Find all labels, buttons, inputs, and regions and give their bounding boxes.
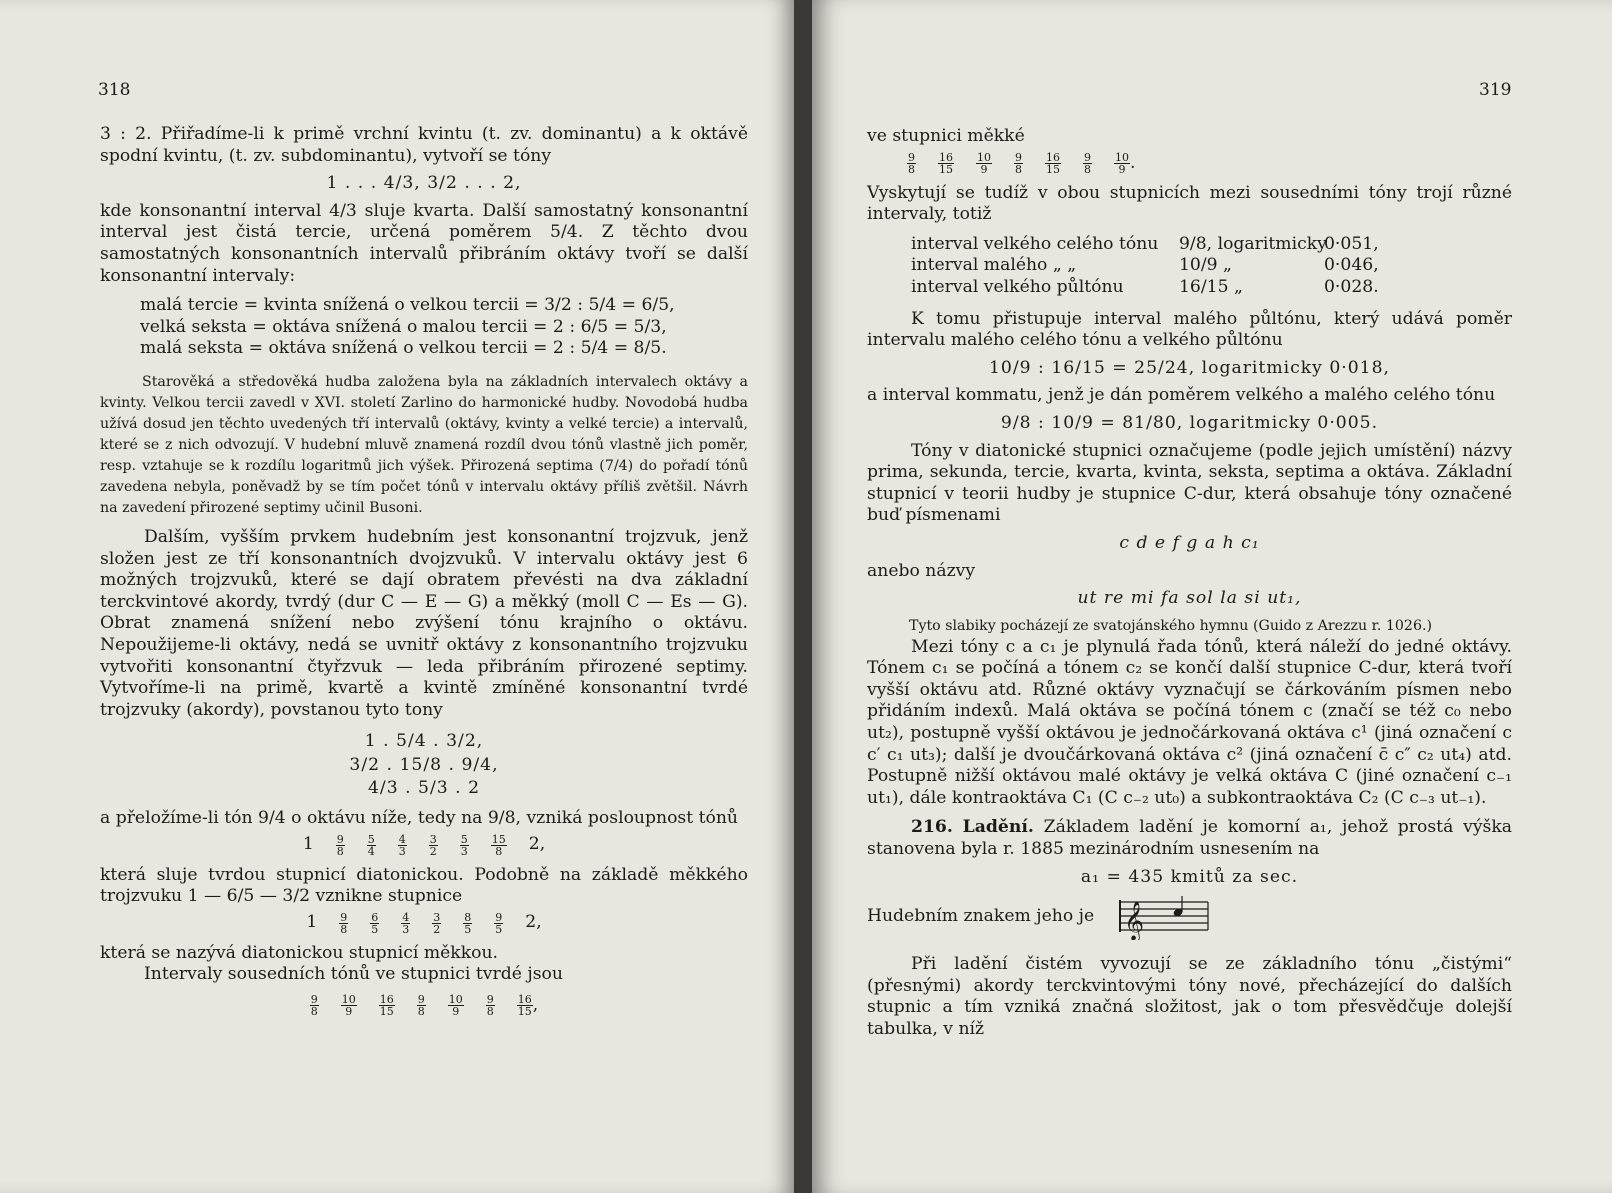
ratio-item <box>370 912 379 935</box>
denominator: 15 <box>517 1005 532 1019</box>
left-page <box>0 0 794 1193</box>
ratio-item <box>303 834 314 857</box>
chord-tones: 3/2 . 15/8 . 9/4, <box>349 754 499 775</box>
numerator: 10 <box>341 993 356 1007</box>
numerator: 9 <box>310 993 318 1007</box>
numerator: 9 <box>495 910 503 924</box>
ratio-item <box>336 834 345 857</box>
denominator: 8 <box>1084 162 1091 176</box>
fraction <box>429 834 438 857</box>
denominator: 4 <box>367 844 375 858</box>
fraction <box>976 152 992 175</box>
fraction <box>448 994 464 1017</box>
page-number: 319 <box>1479 80 1512 100</box>
treble-clef-staff-icon <box>1116 894 1212 940</box>
note-text: Tyto slabiky pocházejí ze svatojánského hymnu (Guido z Arezzu r. 1026.) <box>909 617 1433 634</box>
numerator: 4 <box>398 832 406 846</box>
numerator: 9 <box>417 993 425 1007</box>
paragraph: Intervaly sousedních tónů ve stupnici tvrdé jsou <box>144 964 563 985</box>
paragraph: anebo názvy <box>867 560 976 581</box>
table-cell: interval malého „ „ <box>911 255 1077 276</box>
fraction <box>460 834 469 857</box>
book-gutter <box>794 0 812 1193</box>
fraction <box>1045 152 1061 175</box>
ratio-item <box>339 912 348 935</box>
ratio-item <box>460 834 469 857</box>
paragraph: a interval kommatu, jenž je dán poměrem velkého a malého celého tónu <box>867 385 1496 406</box>
ratio-item <box>310 994 319 1017</box>
origin-note <box>867 616 1512 637</box>
music-notation-row <box>867 894 1512 940</box>
numerator: 9 <box>1015 150 1022 164</box>
interval-equations <box>140 295 748 360</box>
ratio-item <box>1045 152 1061 175</box>
chord-tones: 1 . 5/4 . 3/2, <box>364 731 484 752</box>
numerator: 4 <box>402 910 410 924</box>
ratio-item <box>494 912 503 935</box>
denominator: 9 <box>980 162 988 176</box>
fraction <box>417 994 426 1017</box>
paragraph: Dalším, vyšším prvkem hudebním jest konsonantní trojzvuk, jenž složen jest ze tří konsonantních dvojzvuků. V intervalu oktávy jest 6 možných trojzvuků, které se dají obratem převésti na dva základní terckvintové akordy, tvrdý (dur C — E — G) a měkký (moll C — Es — G). Obrat znamená snížení nebo zvýšení tónu krajního o oktávu. Nepoužijeme-li oktávy, nedá se uvnitř oktávy z konsonantního trojzvuku vytvořiti konsonantní čtyřzvuk — leda přibráním přirozené septimy. Vytvoříme-li na primě, kvartě a kvintě zmíněné konsonantní tvrdé trojzvuky (akordy), povstanou tyto tony <box>100 526 748 720</box>
chord-tones: 4/3 . 5/3 . 2 <box>367 778 481 799</box>
table-cell: interval velkého celého tónu <box>911 233 1159 254</box>
ratio-item <box>429 834 438 857</box>
paragraph: Při ladění čistém vyvozují se ze základního tónu „čistými“ (přesnými) akordy terckvintovými tóny nové, přecházející do dalších stupnic a tím vzniká značná složitost, jak o tom přesvědčuje dolejší tabulka, v níž <box>867 954 1512 1039</box>
ratio-value: 1 <box>302 833 314 854</box>
paragraph: která se nazývá diatonickou stupnicí měkkou. <box>100 942 498 963</box>
note-text: Starověká a středověká hudba založena byla na základních intervalech oktávy a kvinty. Velkou tercii zavedl v XVI. století Zarlino do harmonické hudby. Novodobá hudba užívá dosud jen těchto uvedených tří intervalů (oktávy, kvinty a velké tercie) a intervalů, které se z nich odvozují. V hudební mluvě znamená rozdíl dvou tónů vlastně jich poměr, resp. vztahuje se k rozdílu logaritmů jich výšek. Přirozená septima (7/4) do pořadí tónů zavedena nebyla, poněvadž by se tím počet tónů v intervalu oktávy příliš zvětšil. Návrh na zavedení přirozené septimy učinil Busoni. <box>100 373 748 516</box>
ratio-item <box>401 912 410 935</box>
ratio-item <box>976 152 992 175</box>
numerator: 6 <box>371 910 379 924</box>
denominator: 3 <box>460 844 468 858</box>
denominator: 8 <box>340 922 348 936</box>
table-cell: 16/15 „ <box>1179 276 1243 297</box>
ratio-item <box>463 912 472 935</box>
fraction <box>1083 152 1092 175</box>
denominator: 8 <box>495 844 503 858</box>
ratio-value: 2 <box>525 911 537 932</box>
punctuation: , <box>536 911 542 932</box>
denominator: 3 <box>402 922 410 936</box>
small-semitone-equation: 10/9 : 16/15 = 25/24, logaritmicky 0·018, <box>988 357 1391 378</box>
numerator: 16 <box>939 150 953 164</box>
minor-scale-ratios <box>100 912 748 935</box>
denominator: 8 <box>417 1005 425 1019</box>
ratio-item <box>1083 152 1092 175</box>
table-cell: 9/8, logaritmicky <box>1179 233 1327 254</box>
table-cell: 0·051, <box>1324 233 1379 254</box>
section-title: Ladění. <box>962 817 1034 838</box>
ratio-item <box>432 912 441 935</box>
punctuation: , <box>539 833 546 854</box>
denominator: 2 <box>429 844 437 858</box>
numerator: 9 <box>336 832 344 846</box>
numerator: 10 <box>977 150 991 164</box>
fraction <box>310 994 319 1017</box>
section-paragraph <box>867 817 1512 860</box>
denominator: 2 <box>433 922 441 936</box>
paragraph: K tomu přistupuje interval malého půltónu, který udává poměr intervalu malého celého tónu a velkého půltónu <box>867 308 1512 351</box>
table-cell: 0·028. <box>1324 276 1379 297</box>
ratio-item <box>1114 152 1135 175</box>
denominator: 8 <box>336 844 344 858</box>
right-text-column <box>867 126 1512 1041</box>
denominator: 9 <box>452 1005 460 1019</box>
denominator: 8 <box>310 1005 318 1019</box>
ratio-item <box>525 912 541 935</box>
numerator: 9 <box>908 150 915 164</box>
numerator: 15 <box>491 832 506 846</box>
solfege-syllables: ut re mi fa sol la si ut₁, <box>1077 588 1302 609</box>
fraction <box>401 912 410 935</box>
paragraph: Vyskytují se tudíž v obou stupnicích mezi sousedními tóny trojí různé intervaly, totiž <box>867 182 1512 225</box>
fraction <box>1014 152 1023 175</box>
fraction <box>486 994 495 1017</box>
page-number: 318 <box>98 80 131 100</box>
denominator: 3 <box>398 844 406 858</box>
table-cell: 0·046, <box>1324 255 1379 276</box>
section-number: 216. <box>911 817 953 838</box>
numerator: 10 <box>448 993 463 1007</box>
paragraph: ve stupnici měkké <box>867 126 1025 146</box>
punctuation: . <box>1130 152 1136 173</box>
table-row <box>911 277 1512 299</box>
fraction <box>1114 152 1130 175</box>
numerator: 9 <box>340 910 348 924</box>
numerator: 3 <box>433 910 441 924</box>
denominator: 5 <box>371 922 379 936</box>
ratio-item <box>379 994 395 1017</box>
table-cell: interval velkého půltónu <box>911 276 1124 297</box>
numerator: 16 <box>379 993 394 1007</box>
left-text-column <box>100 124 748 1025</box>
numerator: 10 <box>1115 150 1129 164</box>
ratio-item <box>306 912 317 935</box>
denominator: 8 <box>486 1005 494 1019</box>
fraction <box>494 912 503 935</box>
numerator: 8 <box>464 910 472 924</box>
fraction <box>432 912 441 935</box>
table-cell: 10/9 „ <box>1179 255 1232 276</box>
denominator: 8 <box>1015 162 1022 176</box>
ratio-item <box>491 834 507 857</box>
numerator: 16 <box>1046 150 1060 164</box>
fraction <box>398 834 407 857</box>
denominator: 15 <box>379 1005 394 1019</box>
fraction <box>339 912 348 935</box>
ratio-item <box>907 152 916 175</box>
ratio-value: 2 <box>528 833 540 854</box>
major-step-ratios <box>100 994 748 1017</box>
ratio-item <box>517 994 538 1017</box>
ratio-item <box>341 994 357 1017</box>
denominator: 9 <box>345 1005 353 1019</box>
equation: velká seksta = oktáva snížená o malou tercii = 2 : 6/5 = 5/3, <box>140 316 667 337</box>
fraction <box>463 912 472 935</box>
tones-expression: 1 . . . 4/3, 3/2 . . . 2, <box>326 173 522 194</box>
minor-step-ratios <box>907 152 1512 175</box>
major-scale-ratios <box>100 834 748 857</box>
pitch-equation: a₁ = 435 kmitů za sec. <box>1080 866 1299 887</box>
ratio-item <box>938 152 954 175</box>
paragraph: která sluje tvrdou stupnicí diatonickou. Podobně na základě měkkého trojzvuku 1 — 6/5 — 3/2 vznikne stupnice <box>100 864 748 907</box>
note-letters: c d e f g a h c₁ <box>1119 532 1260 553</box>
fraction <box>367 834 376 857</box>
paragraph: a přeložíme-li tón 9/4 o oktávu níže, tedy na 9/8, vzniká posloupnost tónů <box>100 808 739 829</box>
paragraph: Hudebním znakem jeho je <box>867 906 1095 927</box>
table-row <box>911 234 1512 256</box>
numerator: 3 <box>429 832 437 846</box>
ratio-item <box>1014 152 1023 175</box>
fraction <box>491 834 507 857</box>
svg-text:𝄞: 𝄞 <box>1124 901 1145 941</box>
comma-equation: 9/8 : 10/9 = 81/80, logaritmicky 0·005. <box>1000 412 1379 433</box>
historical-note <box>100 372 748 519</box>
numerator: 5 <box>367 832 375 846</box>
paragraph: Mezi tóny c a c₁ je plynulá řada tónů, která náleží do jedné oktávy. Tónem c₁ se počíná a tónem c₂ se končí další stupnice C-dur, která tvoří vyšší oktávu atd. Různé oktávy vyznačují se čárkováním písmen nebo přidáním indexů. Malá oktáva se počíná tónem c (značí se též c₀ nebo ut₂), postupně vyšší oktávou je jednočárkovaná oktáva c¹ (jiná označení c c′ c₁ ut₃); další je dvoučárkovaná oktáva c² (jiná označení c̄ c″ c₂ ut₄) atd. Postupně nižší oktávou malé oktávy je velká oktáva C (jiné označení c₋₁ ut₁), dále kontraoktáva C₁ (C c₋₂ ut₀) a subkontraoktáva C₂ (C c₋₃ ut₋₁). <box>867 636 1512 808</box>
fraction <box>370 912 379 935</box>
denominator: 9 <box>1118 162 1126 176</box>
equation: malá tercie = kvinta snížená o velkou tercii = 3/2 : 5/4 = 6/5, <box>140 295 675 316</box>
paragraph: Tóny v diatonické stupnici označujeme (podle jejich umístění) názvy prima, sekunda, tercie, kvarta, kvinta, seksta, septima a oktáva. Základní stupnicí v teorii hudby je stupnice C-dur, která obsahuje tóny označené buď písmenami <box>867 440 1512 526</box>
fraction <box>336 834 345 857</box>
fraction <box>379 994 395 1017</box>
denominator: 8 <box>908 162 915 176</box>
fraction <box>341 994 357 1017</box>
numerator: 16 <box>517 993 532 1007</box>
right-page <box>812 0 1612 1193</box>
numerator: 9 <box>486 993 494 1007</box>
numerator: 9 <box>1084 150 1091 164</box>
interval-table <box>911 234 1512 299</box>
fraction <box>907 152 916 175</box>
denominator: 15 <box>1046 162 1060 176</box>
section-text: Základem ladění je komorní a₁, jehož prostá výška stanovena byla r. 1885 mezinárodním usnesením na <box>867 817 1513 860</box>
fraction <box>938 152 954 175</box>
equation: malá seksta = oktáva snížená o velkou tercii = 2 : 5/4 = 8/5. <box>140 338 667 359</box>
ratio-item <box>417 994 426 1017</box>
paragraph: kde konsonantní interval 4/3 sluje kvarta. Další samostatný konsonantní interval jest čistá tercie, určená poměrem 5/4. Z těchto dvou samostatných konsonantních intervalů přibráním oktávy tvoří se další konsonantní intervaly: <box>100 200 748 286</box>
denominator: 15 <box>939 162 953 176</box>
ratio-item <box>448 994 464 1017</box>
ratio-item <box>486 994 495 1017</box>
fraction <box>517 994 533 1017</box>
numerator: 5 <box>460 832 468 846</box>
punctuation: , <box>532 995 539 1016</box>
ratio-value: 1 <box>306 911 318 932</box>
ratio-item <box>367 834 376 857</box>
table-row <box>911 255 1512 277</box>
denominator: 5 <box>464 922 472 936</box>
denominator: 5 <box>495 922 503 936</box>
paragraph: 3 : 2. Přiřadíme-li k primě vrchní kvintu (t. zv. dominantu) a k oktávě spodní kvintu, (t. zv. subdominantu), vytvoří se tóny <box>100 124 748 166</box>
ratio-item <box>398 834 407 857</box>
ratio-item <box>529 834 545 857</box>
